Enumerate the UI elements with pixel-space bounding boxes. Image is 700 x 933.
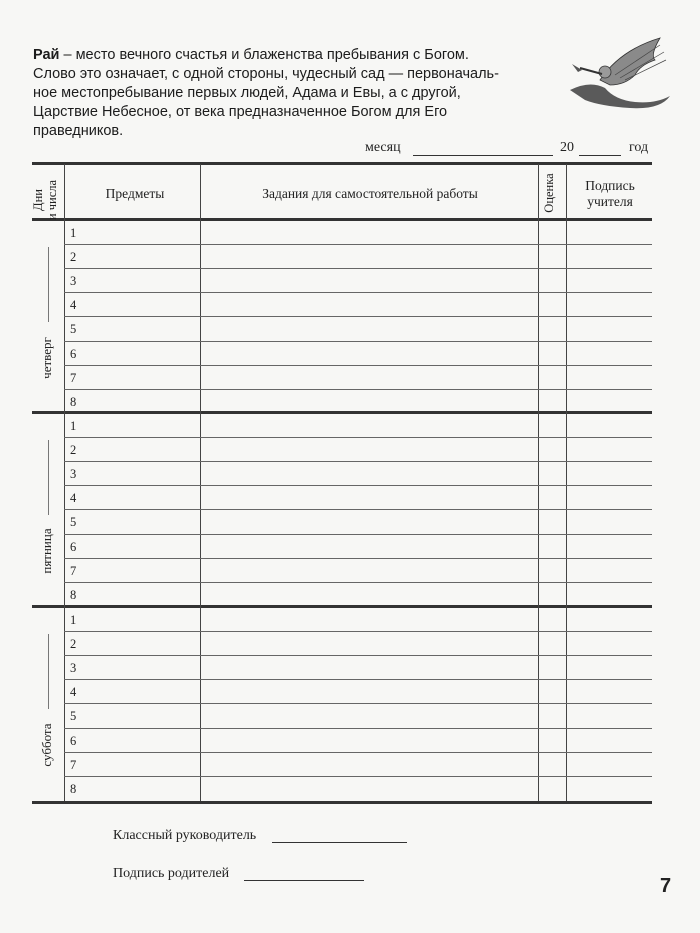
lesson-number: 5 (70, 515, 77, 530)
year-prefix: 20 (560, 140, 574, 155)
lesson-row[interactable] (66, 269, 652, 292)
lesson-number: 1 (70, 419, 77, 433)
day-name-rule-2 (48, 634, 49, 709)
header-days-line1: Дни (31, 189, 45, 211)
class-teacher-label: Классный руководитель (113, 828, 257, 843)
lesson-row[interactable] (66, 535, 652, 558)
lesson-row[interactable] (66, 342, 652, 365)
lesson-row[interactable] (66, 704, 652, 727)
month-year-line (365, 138, 665, 160)
day-name-1: пятница (39, 528, 54, 574)
lesson-number: 6 (70, 346, 77, 361)
lesson-row[interactable] (66, 462, 652, 485)
intro-line-5: праведников. (33, 123, 124, 139)
lesson-number: 1 (70, 613, 77, 627)
header-signature-line2: учителя (587, 194, 633, 209)
lesson-number: 8 (70, 587, 77, 602)
lesson-number: 5 (70, 709, 77, 724)
lesson-row[interactable] (66, 390, 652, 413)
lesson-number: 8 (70, 394, 77, 409)
lesson-row[interactable] (66, 414, 652, 437)
col-line-days (64, 164, 65, 801)
lesson-row[interactable] (66, 245, 652, 268)
class-teacher-field[interactable] (272, 842, 407, 843)
lesson-number: 3 (70, 274, 77, 289)
lesson-number: 6 (70, 539, 77, 554)
day-name-0: четверг (39, 337, 54, 379)
day-name-rule-1 (48, 440, 49, 515)
lesson-number: 4 (70, 685, 77, 700)
lesson-number: 4 (70, 298, 77, 313)
lesson-row[interactable] (66, 221, 652, 244)
intro-line-2: Слово это означает, с одной стороны, чудесный сад — первоначаль- (33, 66, 499, 82)
parents-signature-field[interactable] (244, 880, 364, 881)
lesson-row[interactable] (66, 510, 652, 533)
angel-illustration (560, 30, 675, 110)
lesson-row[interactable] (66, 729, 652, 752)
month-field[interactable] (413, 155, 553, 156)
header-days-line2: и числа (45, 179, 59, 221)
lesson-row[interactable] (66, 777, 652, 800)
lesson-number: 3 (70, 467, 77, 482)
lesson-row[interactable] (66, 486, 652, 509)
year-field[interactable] (579, 155, 621, 156)
lesson-row[interactable] (66, 753, 652, 776)
lesson-number: 7 (70, 757, 77, 772)
lesson-number: 2 (70, 443, 77, 458)
intro-line-3: ное местопребывание первых людей, Адама и Евы, а с другой, (33, 85, 461, 101)
intro-term: Рай (33, 47, 60, 63)
month-label: месяц (365, 140, 401, 155)
header-signature-line1: Подпись (585, 178, 635, 193)
lesson-number: 3 (70, 661, 77, 676)
lesson-number: 7 (70, 370, 77, 385)
parents-signature-label: Подпись родителей (113, 866, 230, 881)
day-name-2: суббота (39, 723, 54, 767)
header-grade: Оценка (542, 173, 556, 213)
lesson-row[interactable] (66, 680, 652, 703)
intro-paragraph (33, 46, 553, 141)
lesson-number: 6 (70, 733, 77, 748)
lesson-row[interactable] (66, 438, 652, 461)
lesson-number: 2 (70, 637, 77, 652)
year-label: год (629, 140, 649, 155)
lesson-number: 5 (70, 322, 77, 337)
lesson-number: 4 (70, 491, 77, 506)
lesson-number: 7 (70, 563, 77, 578)
page-number: 7 (660, 875, 672, 897)
header-tasks: Задания для самостоятельной работы (262, 186, 478, 201)
header-signature (568, 178, 652, 210)
lesson-number: 2 (70, 250, 77, 265)
header-days (31, 165, 71, 235)
header-subjects: Предметы (105, 186, 165, 201)
lesson-row[interactable] (66, 366, 652, 389)
table-bottom-rule (32, 801, 652, 804)
lesson-row[interactable] (66, 317, 652, 340)
lesson-row[interactable] (66, 583, 652, 606)
lesson-row[interactable] (66, 656, 652, 679)
lesson-number: 8 (70, 781, 77, 796)
intro-line-1: – место вечного счастья и блаженства пребывания с Богом. (59, 47, 469, 63)
lesson-number: 1 (70, 226, 77, 240)
day-name-rule-0 (48, 247, 49, 322)
lesson-row[interactable] (66, 559, 652, 582)
lesson-row[interactable] (66, 632, 652, 655)
lesson-row[interactable] (66, 293, 652, 316)
intro-line-4: Царствие Небесное, от века предназначенное Богом для Его (33, 104, 448, 120)
lesson-row[interactable] (66, 608, 652, 631)
